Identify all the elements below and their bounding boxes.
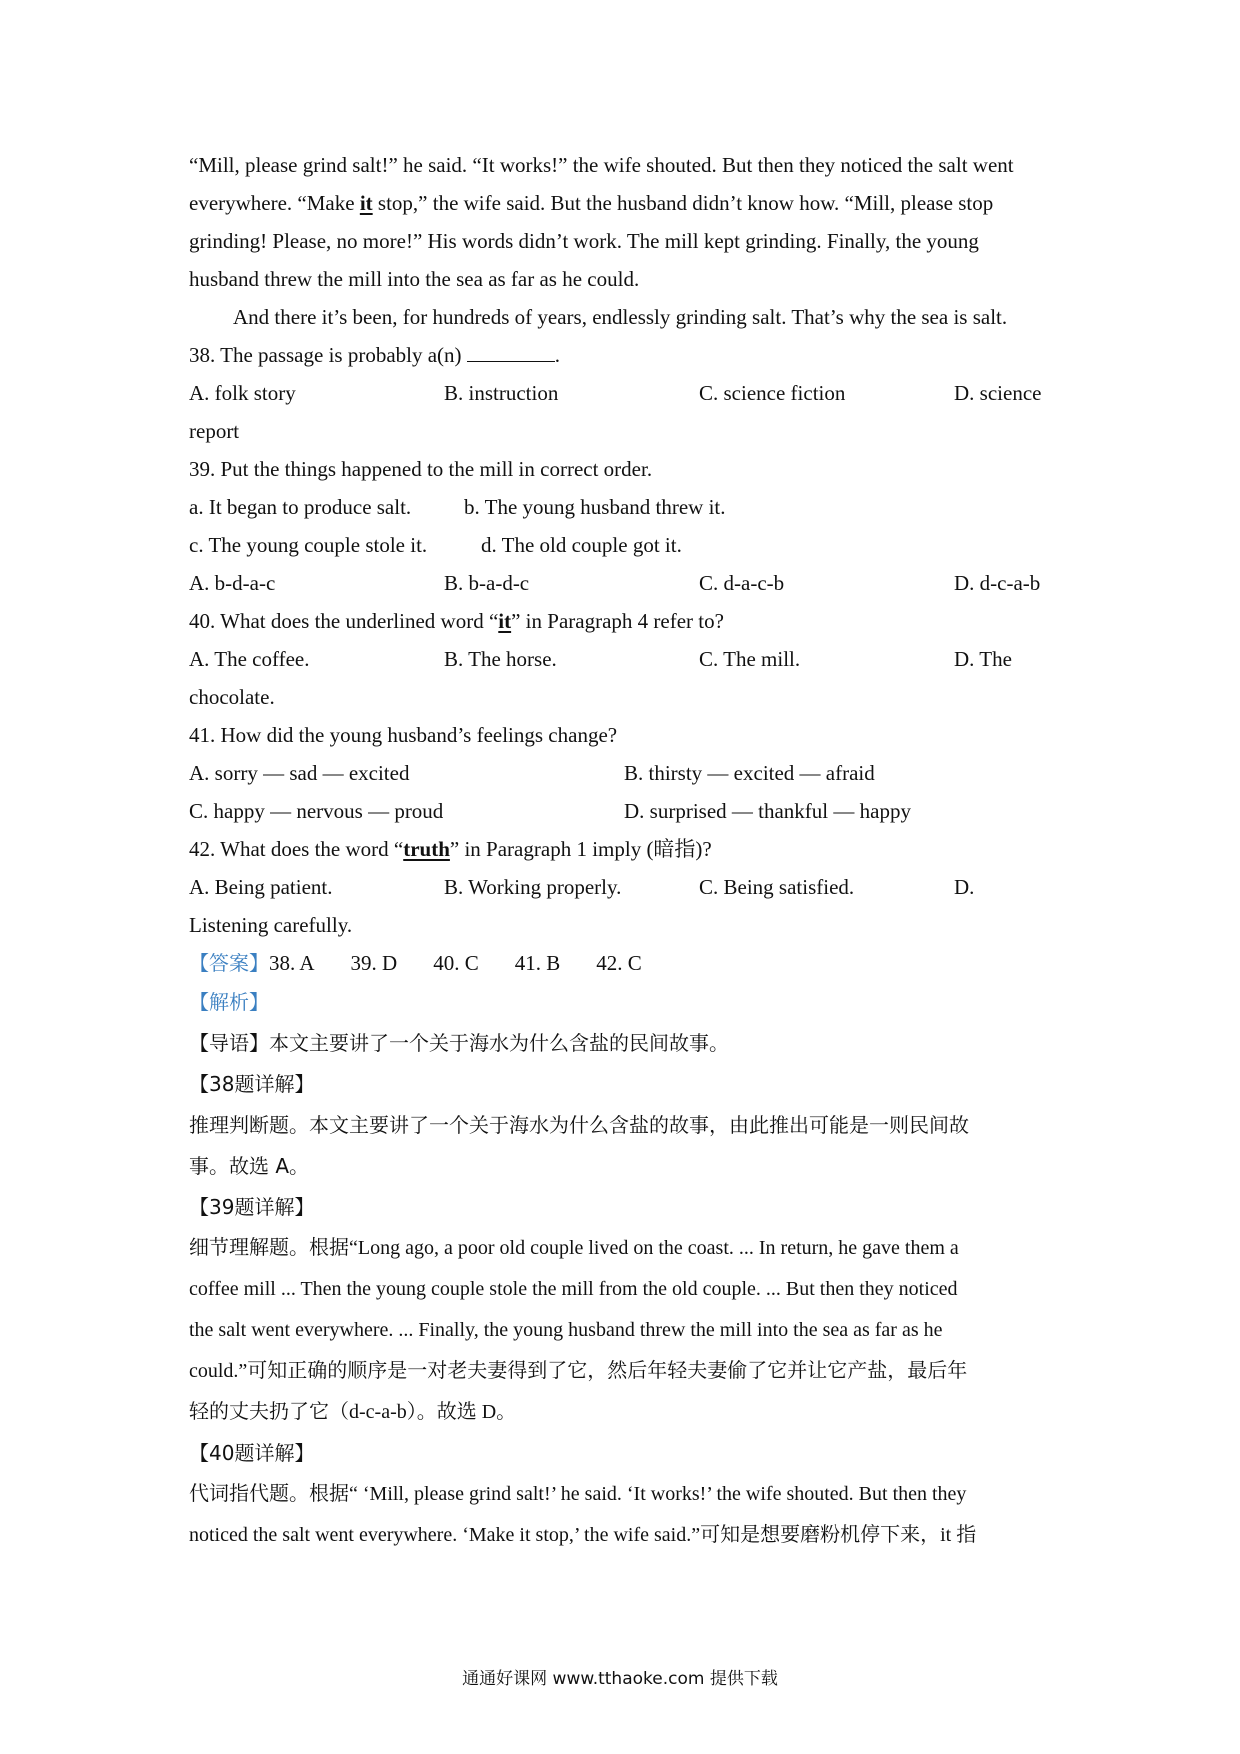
option-b: B. instruction [444,381,559,405]
q39-heading: 【39题详解】 [189,1195,315,1219]
q38-explanation: 事。故选 A。 [189,1154,310,1178]
option-d: D. The [954,647,1012,671]
q39-explanation: the salt went everywhere. ... Finally, the young husband threw the mill into the sea as far as he [189,1319,943,1341]
q40-heading: 【40题详解】 [189,1441,315,1465]
option-a: A. b-d-a-c [189,571,276,595]
option-c: C. d-a-c-b [699,571,785,595]
q39-explanation: could.”可知正确的顺序是一对老夫妻得到了它，然后年轻夫妻偷了它并让它产盐，最后年 [189,1360,968,1382]
option-b: B. Working properly. [444,875,622,899]
option-c: C. science fiction [699,381,846,405]
question-38-stem: 38. The passage is probably a(n) . [189,343,561,367]
question-39-items [189,488,1059,526]
question-38-options [189,374,1059,412]
q40-explanation: noticed the salt went everywhere. ‘Make it stop,’ the wife said.”可知是想要磨粉机停下来，it 指 [189,1524,977,1546]
answer-item: 39. D [350,951,398,975]
story-line: husband threw the mill into the sea as far as he could. [189,267,640,291]
underlined-word: it [498,609,512,633]
option-d: D. science [954,381,1042,405]
answer-item: 42. C [596,951,642,975]
q39-explanation: 细节理解题。根据“Long ago, a poor old couple lived on the coast. ... In return, he gave them a [189,1237,959,1259]
underlined-word: truth [403,837,450,861]
option-wrap: report [189,419,240,443]
story-line: “Mill, please grind salt!” he said. “It works!” the wife shouted. But then they noticed the salt went [189,153,1014,177]
item-d: d. The old couple got it. [481,533,682,557]
question-41-stem: 41. How did the young husband’s feelings change? [189,723,618,747]
option-d: D. d-c-a-b [954,571,1041,595]
option-b: B. The horse. [444,647,557,671]
option-wrap: Listening carefully. [189,913,353,937]
option-b: B. b-a-d-c [444,571,530,595]
analysis-tag: 【解析】 [189,990,269,1014]
page-footer: 通通好课网 www.tthaoke.com 提供下载 [462,1669,778,1689]
story-line: everywhere. “Make it stop,” the wife said. But the husband didn’t know how. “Mill, please stop [189,191,994,215]
option-c: C. happy — nervous — proud [189,799,444,823]
answer-item: 40. C [433,951,479,975]
option-a: A. Being patient. [189,875,333,899]
analysis-intro: 【导语】本文主要讲了一个关于海水为什么含盐的民间故事。 [189,1031,729,1055]
option-wrap: chocolate. [189,685,275,709]
question-42-stem: 42. What does the word “truth” in Paragraph 1 imply (暗指)? [189,837,712,861]
question-40-stem: 40. What does the underlined word “it” in Paragraph 4 refer to? [189,609,724,633]
document-page [189,146,1059,1556]
question-39-items [189,526,1059,564]
question-40-options [189,640,1059,678]
item-c: c. The young couple stole it. [189,533,428,557]
item-b: b. The young husband threw it. [464,495,726,519]
question-41-options [189,754,1059,792]
q38-heading: 【38题详解】 [189,1072,315,1096]
answer-item: 41. B [514,951,561,975]
answer-tag: 【答案】 [189,951,269,975]
option-d: D. [954,875,975,899]
question-42-options [189,868,1059,906]
option-c: C. The mill. [699,647,801,671]
option-b: B. thirsty — excited — afraid [624,761,875,785]
question-39-stem: 39. Put the things happened to the mill in correct order. [189,457,653,481]
story-line: grinding! Please, no more!” His words didn’t work. The mill kept grinding. Finally, the young [189,229,979,253]
option-a: A. folk story [189,381,296,405]
question-41-options [189,792,1059,830]
q39-explanation: coffee mill ... Then the young couple stole the mill from the old couple. ... But then they noticed [189,1278,958,1300]
answer-blank [467,343,555,362]
option-d: D. surprised — thankful — happy [624,799,911,823]
answer-key [189,944,1059,982]
question-39-options [189,564,1059,602]
answer-item: 38. A [269,951,315,975]
option-c: C. Being satisfied. [699,875,855,899]
item-a: a. It began to produce salt. [189,495,412,519]
q40-explanation: 代词指代题。根据“ ‘Mill, please grind salt!’ he said. ‘It works!’ the wife shouted. But then they [189,1483,967,1505]
option-a: A. The coffee. [189,647,310,671]
underlined-it: it [359,191,373,215]
option-a: A. sorry — sad — excited [189,761,410,785]
q39-explanation: 轻的丈夫扔了它（d-c-a-b）。故选 D。 [189,1401,517,1423]
story-last-paragraph: And there it’s been, for hundreds of years, endlessly grinding salt. That’s why the sea is salt. [233,305,1008,329]
q38-explanation: 推理判断题。本文主要讲了一个关于海水为什么含盐的故事，由此推出可能是一则民间故 [189,1113,969,1137]
